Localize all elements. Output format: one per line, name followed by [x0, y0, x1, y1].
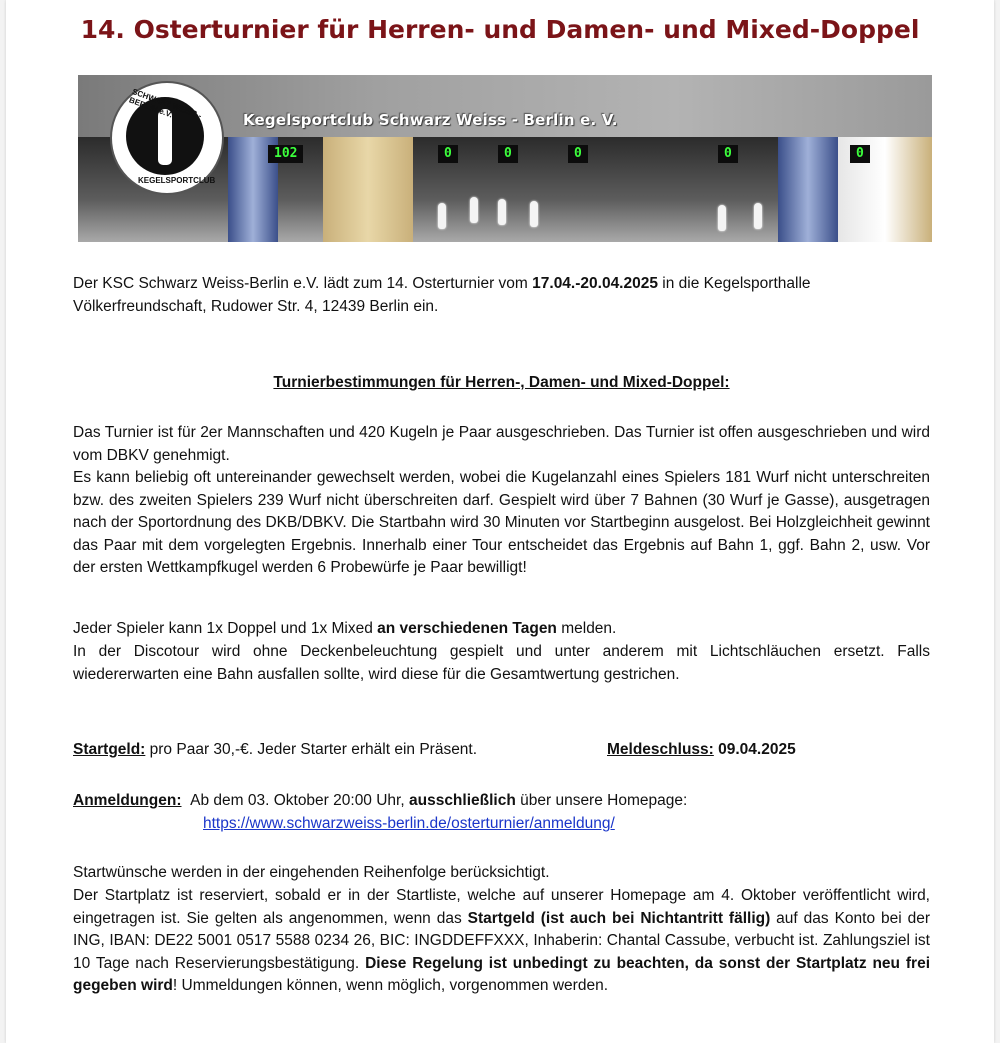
rules-text: Jeder Spieler kann 1x Doppel und 1x Mixed [73, 620, 378, 637]
scoreboard: 0 [718, 145, 738, 163]
intro-paragraph [73, 273, 930, 318]
club-banner [78, 75, 932, 242]
deadline-value: 09.04.2025 [713, 741, 796, 758]
scoreboard: 0 [498, 145, 518, 163]
registration-text: über unsere Homepage: [515, 792, 688, 809]
logo-text-top: SCHWARZ WEISS - BERLIN e.V. [127, 87, 203, 121]
intro-dates: 17.04.-20.04.2025 [532, 275, 658, 292]
club-logo-icon [110, 81, 224, 195]
scoreboard: 0 [568, 145, 588, 163]
rules-paragraph-4: In der Discotour wird ohne Deckenbeleuchtung gespielt und unter anderem mit Lichtschläuchen ersetzt. Falls wiedererwarten eine Bahn ausfallen sollte, wird diese für die Gesamtwertung gestrichen. [73, 643, 930, 683]
closing-paragraph-2 [73, 885, 930, 998]
closing-text: ! Ummeldungen können, wenn möglich, vorgenommen werden. [172, 977, 609, 994]
registration-link-line [203, 813, 903, 836]
fee-text: pro Paar 30,-€. Jeder Starter erhält ein Präsent. [145, 741, 478, 758]
page-title: 14. Osterturnier für Herren- und Damen- und Mixed-Doppel [80, 15, 920, 44]
intro-text: in die Kegelsporthalle Völkerfreundschaft, Rudower Str. 4, 12439 Berlin ein. [73, 275, 811, 315]
closing-emphasis: Startgeld (ist auch bei Nichtantritt fällig) [467, 909, 771, 927]
rules-heading: Turnierbestimmungen für Herren-, Damen- und Mixed-Doppel: [273, 374, 730, 391]
pin-icon [470, 197, 478, 223]
logo-text-bottom: KEGELSPORTCLUB [138, 176, 216, 185]
rules-paragraph-3 [73, 618, 930, 641]
pin-icon [438, 203, 446, 229]
lane-curtain [778, 137, 838, 242]
pin-icon [754, 203, 762, 229]
rules-text: melden. [556, 620, 617, 637]
banner-club-name: Kegelsportclub Schwarz Weiss - Berlin e. V. [243, 111, 618, 129]
pin-icon [718, 205, 726, 231]
intro-text: Der KSC Schwarz Weiss-Berlin e.V. lädt zum 14. Osterturnier vom [73, 275, 533, 292]
scoreboard: 102 [268, 145, 303, 163]
document-page [6, 0, 994, 1043]
deadline-label: Meldeschluss: [607, 741, 714, 758]
deadline-line [607, 739, 927, 762]
rules-paragraph-2: Es kann beliebig oft untereinander gewechselt werden, wobei die Kugelanzahl eines Spielers 181 Wurf nicht unterschreiten bzw. des zweiten Spielers 239 Wurf nicht überschreiten darf. Gespielt wird über 7 Bahnen (30 Wurf je Gasse), ausgetragen nach der Sportordnung des DKB/DBKV. Die Startbahn wird 30 Minuten vor Startbeginn ausgelost. Bei Holzgleichheit gewinnt das Paar mit dem vorgelegten Ergebnis. Innerhalb einer Tour entscheidet das Ergebnis auf Bahn 1, ggf. Bahn 2, usw. Vor der ersten Wettkampfkugel werden 6 Probewürfe je Paar bewilligt! [73, 469, 930, 576]
registration-label: Anmeldungen: [73, 792, 182, 809]
closing-text: auf das Konto bei der ING, IBAN: DE22 5001 0517 5588 0234 26, BIC: INGDDEFFXXX, Inhaberin: Chantal Cassube, verbucht ist. Zahlungsziel ist 10 Tage nach Reservierungsbestätigung. [73, 909, 931, 972]
pin-icon [530, 201, 538, 227]
closing-text: Der Startplatz ist reserviert, sobald er in der Startliste, welche auf unserer Homepage am 4. Oktober veröffentlicht wird, eingetragen ist. Sie gelten als angenommen, wenn das [73, 887, 930, 927]
closing-paragraph-1: Startwünsche werden in der eingehenden Reihenfolge berücksichtigt. [73, 864, 550, 881]
closing-emphasis: Diese Regelung ist unbedingt zu beachten, da sonst der Startplatz neu frei gegeben wird [73, 954, 931, 994]
lane-curtain [323, 137, 413, 242]
registration-line [73, 790, 930, 813]
scoreboard: 0 [850, 145, 870, 163]
scoreboard: 0 [438, 145, 458, 163]
rules-emphasis: an verschiedenen Tagen [377, 620, 557, 637]
registration-text: Ab dem 03. Oktober 20:00 Uhr, [190, 792, 409, 809]
registration-emphasis: ausschließlich [408, 792, 516, 809]
rules-paragraph-1: Das Turnier ist für 2er Mannschaften und 420 Kugeln je Paar ausgeschrieben. Das Turnier ist offen ausgeschrieben und wird vom DBKV genehmigt. [73, 424, 930, 464]
pin-icon [498, 199, 506, 225]
fee-label: Startgeld: [73, 741, 146, 758]
registration-link[interactable]: https://www.schwarzweiss-berlin.de/osterturnier/anmeldung/ [203, 815, 615, 832]
